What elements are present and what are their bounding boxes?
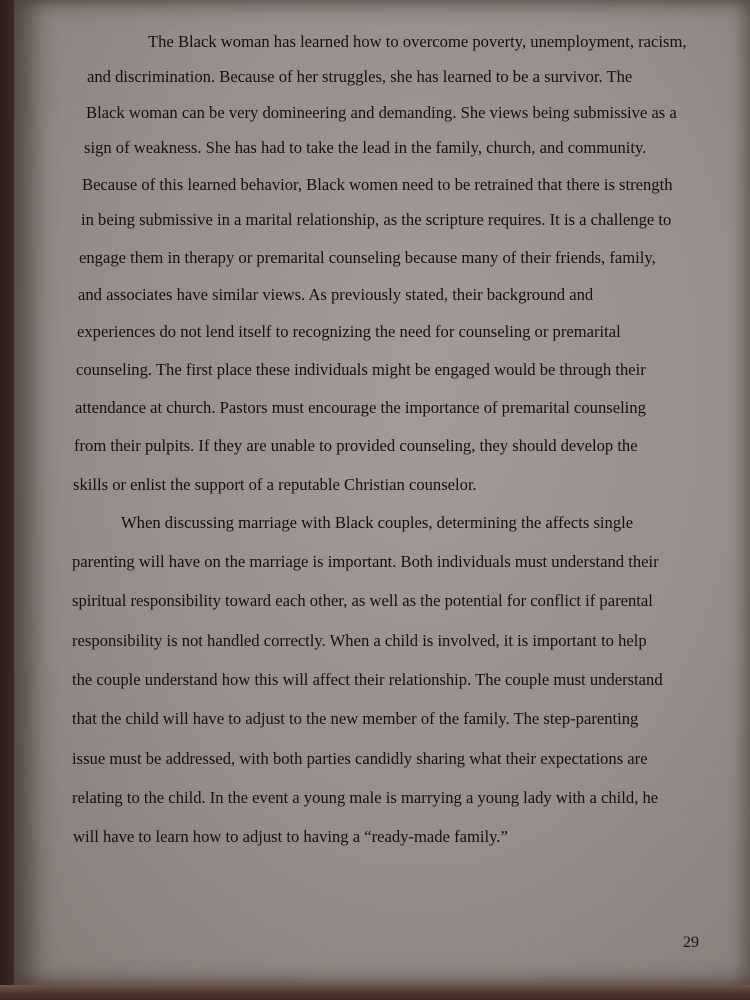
paragraph-1-line-11: attendance at church. Pastors must encourage the importance of premarital counseling xyxy=(75,398,646,417)
paragraph-2-line-2: parenting will have on the marriage is important. Both individuals must understand their xyxy=(72,552,659,571)
paragraph-1-line-1: The Black woman has learned how to overcome poverty, unemployment, racism, xyxy=(148,32,687,51)
paragraph-1-line-12: from their pulpits. If they are unable to provided counseling, they should develop the xyxy=(74,436,638,455)
page-number: 29 xyxy=(683,934,699,951)
paragraph-1-line-8: and associates have similar views. As previously stated, their background and xyxy=(78,285,594,304)
paragraph-2-line-5: the couple understand how this will affect their relationship. The couple must understand xyxy=(72,670,663,689)
desk-surface xyxy=(0,985,750,1000)
paragraph-1-line-6: in being submissive in a marital relationship, as the scripture requires. It is a challenge to xyxy=(81,210,672,229)
paragraph-1-line-7: engage them in therapy or premarital counseling because many of their friends, family, xyxy=(79,248,656,267)
paragraph-1-line-10: counseling. The first place these individuals might be engaged would be through their xyxy=(76,360,646,379)
paragraph-1-line-2: and discrimination. Because of her struggles, she has learned to be a survivor. The xyxy=(87,67,633,86)
paragraph-1-line-3: Black woman can be very domineering and demanding. She views being submissive as a xyxy=(86,103,677,122)
paragraph-2-line-4: responsibility is not handled correctly. When a child is involved, it is important to help xyxy=(72,631,647,650)
paragraph-2-line-8: relating to the child. In the event a young male is marrying a young lady with a child, he xyxy=(72,788,659,807)
paragraph-1-line-9: experiences do not lend itself to recognizing the need for counseling or premarital xyxy=(77,322,621,341)
paragraph-2-line-1: When discussing marriage with Black couples, determining the affects single xyxy=(121,513,634,532)
paragraph-2-line-9: will have to learn how to adjust to having a “ready-made family.” xyxy=(73,827,508,846)
paragraph-1-line-4: sign of weakness. She has had to take the lead in the family, church, and community. xyxy=(84,138,647,157)
paragraph-2-line-3: spiritual responsibility toward each other, as well as the potential for conflict if parental xyxy=(72,591,653,610)
document-page xyxy=(14,0,750,985)
paragraph-1-line-13: skills or enlist the support of a reputable Christian counselor. xyxy=(73,475,477,494)
paragraph-2-line-6: that the child will have to adjust to the new member of the family. The step-parenting xyxy=(72,709,639,728)
paragraph-1-line-5: Because of this learned behavior, Black women need to be retrained that there is strength xyxy=(82,175,673,194)
paragraph-2-line-7: issue must be addressed, with both parties candidly sharing what their expectations are xyxy=(72,749,648,768)
